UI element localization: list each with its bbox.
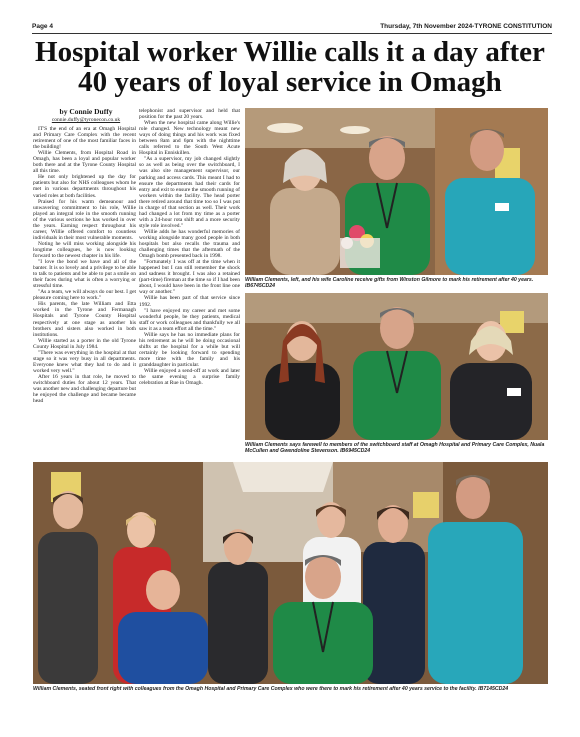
article-paragraph: IT'S the end of an era at Omagh Hospital and Primary Care Complex with the recent retirement of one of the most familiar faces in the building! — [33, 126, 136, 151]
article-column-1 — [33, 126, 136, 404]
article-paragraph: Noting he will miss working alongside his longtime colleagues, he is now looking forward to the newest chapter in his life. — [33, 240, 136, 259]
photo-colleagues-group — [33, 462, 548, 684]
headline: Hospital worker Willie calls it a day after 40 years of loyal service in Omagh — [35, 36, 545, 98]
photo-caption: William Clements, left, and his wife Caroline receive gifts from Winston Gilmore to mark his retirement after 40 years. IB6745CD24 — [245, 277, 534, 289]
byline-email[interactable]: connie.duffy@tyronecon.co.uk — [51, 117, 121, 123]
photo-caption: William Clements, seated front right with colleagues from the Omagh Hospital and Primary Care Complex who were there to mark his retirement after 40 years service to the facility. IB7145CD24 — [33, 686, 509, 692]
article-paragraph: "There was everything in the hospital at that stage so it was very busy in all departments. Everyone knew what they had to do and it worked very well." — [33, 349, 136, 374]
photo-caption: William Clements says farewell to members of the switchboard staff at Omagh Hospital and Primary Care Complex, Nuala McCullen and Gwendoline Stevenson. IB6945CD24 — [245, 442, 545, 454]
masthead — [32, 22, 552, 34]
article-paragraph: "Fortunately I was off at the time when it happened but I can still remember the shock and sadness it brought. I was also a retained (part-time) fireman at the time so if I had been about, I would have been in the front line one way or another." — [139, 259, 241, 296]
article-paragraph: "As a team, we will always do our best. I get pleasure coming here to work." — [33, 289, 136, 302]
article-paragraph: Willie Clements, from Hospital Road in Omagh, has been a loyal and popular worker both there and at the Tyrone County Hospital all this time. — [33, 150, 136, 175]
article-paragraph: "As a supervisor, my job changed slightly so as well as being over the switchboard, I was also site management supervisor, our parking and access cards. This meant I had to ensure the departments had their cards for entry and exit to ensure the smooth running of workers within the facility. The head porter there retired around that time too so I was put in charge of that section as well. Their work had changed a lot from my time as a porter with a 24-hour rota shift and a more security style role involved." — [139, 156, 240, 229]
article-paragraph: "I love the bond we have and all of the banter. It is so lovely and a privilege to be able to talk to patients and be able to put a smile on their faces during what is often a worrying or stressful time. — [33, 259, 136, 290]
article-paragraph: telephonist and supervisor and held that position for the past 20 years. — [139, 108, 240, 121]
article-paragraph: Willie says he has no immediate plans for his retirement as he will be doing occasional shifts at the hospital for a while but will certainly be looking forward to spending more time with the family and his granddaughter in particular. — [139, 331, 240, 368]
article-paragraph: His parents, the late William and Etta worked in the Tyrone and Fermanagh Hospitals and Tyrone County Hospital respectively at one stage as another his brothers and sisters also worked in both institutions. — [33, 301, 136, 338]
byline-author: by Connie Duffy — [59, 107, 113, 116]
article-paragraph: "I have enjoyed my career and met some wonderful people, be they patients, medical staff or work colleagues and thankfully we all saw it as a team effort all the time." — [139, 307, 240, 332]
byline — [36, 107, 136, 123]
article-paragraph: Willie enjoyed a send-off at work and later the same evening a surprise family celebration at Rue in Omagh. — [139, 368, 240, 387]
dateline: Thursday, 7th November 2024-TYRONE CONSTITUTION — [380, 23, 552, 30]
page-number: Page 4 — [32, 23, 53, 30]
photo-switchboard-staff — [245, 293, 548, 440]
photo-gift-presentation — [245, 108, 548, 275]
article-paragraph: He not only brightened up the day for patients but also for NHS colleagues whom he met in various departments throughout his varied roles at both facilities. — [33, 174, 136, 199]
article-paragraph: Willie started as a porter in the old Tyrone County Hospital in July 1984. — [33, 337, 136, 350]
article-paragraph: When the new hospital came along Willie's role changed. New technology meant new ways of doing things and his work was fixed between 8am and 6pm with the nighttime calls referred to the South West Acute Hospital in Enniskillen. — [139, 120, 240, 157]
article-paragraph: Willie has been part of that service since 1992. — [139, 295, 240, 308]
article-paragraph: After 16 years in that role, he moved to switchboard duties for about 12 years. That was another new and challenging departure but he enjoyed the challenge and became became head — [33, 373, 136, 405]
article-paragraph: Praised for his warm demeanour and unwavering commitment to his role, Willie played an integral role in the smooth running of the various sections he has worked in over the years. Earning respect throughout his career, Willie offered comfort to countless individuals in their most vulnerable moments. — [33, 198, 136, 241]
article-paragraph: Willie adds he has wonderful memories of working alongside many good people in both hospitals but also recalls the trauma and challenging times that the aftermath of the Omagh bomb presented back in 1998. — [139, 228, 240, 260]
article-column-2 — [139, 108, 240, 386]
